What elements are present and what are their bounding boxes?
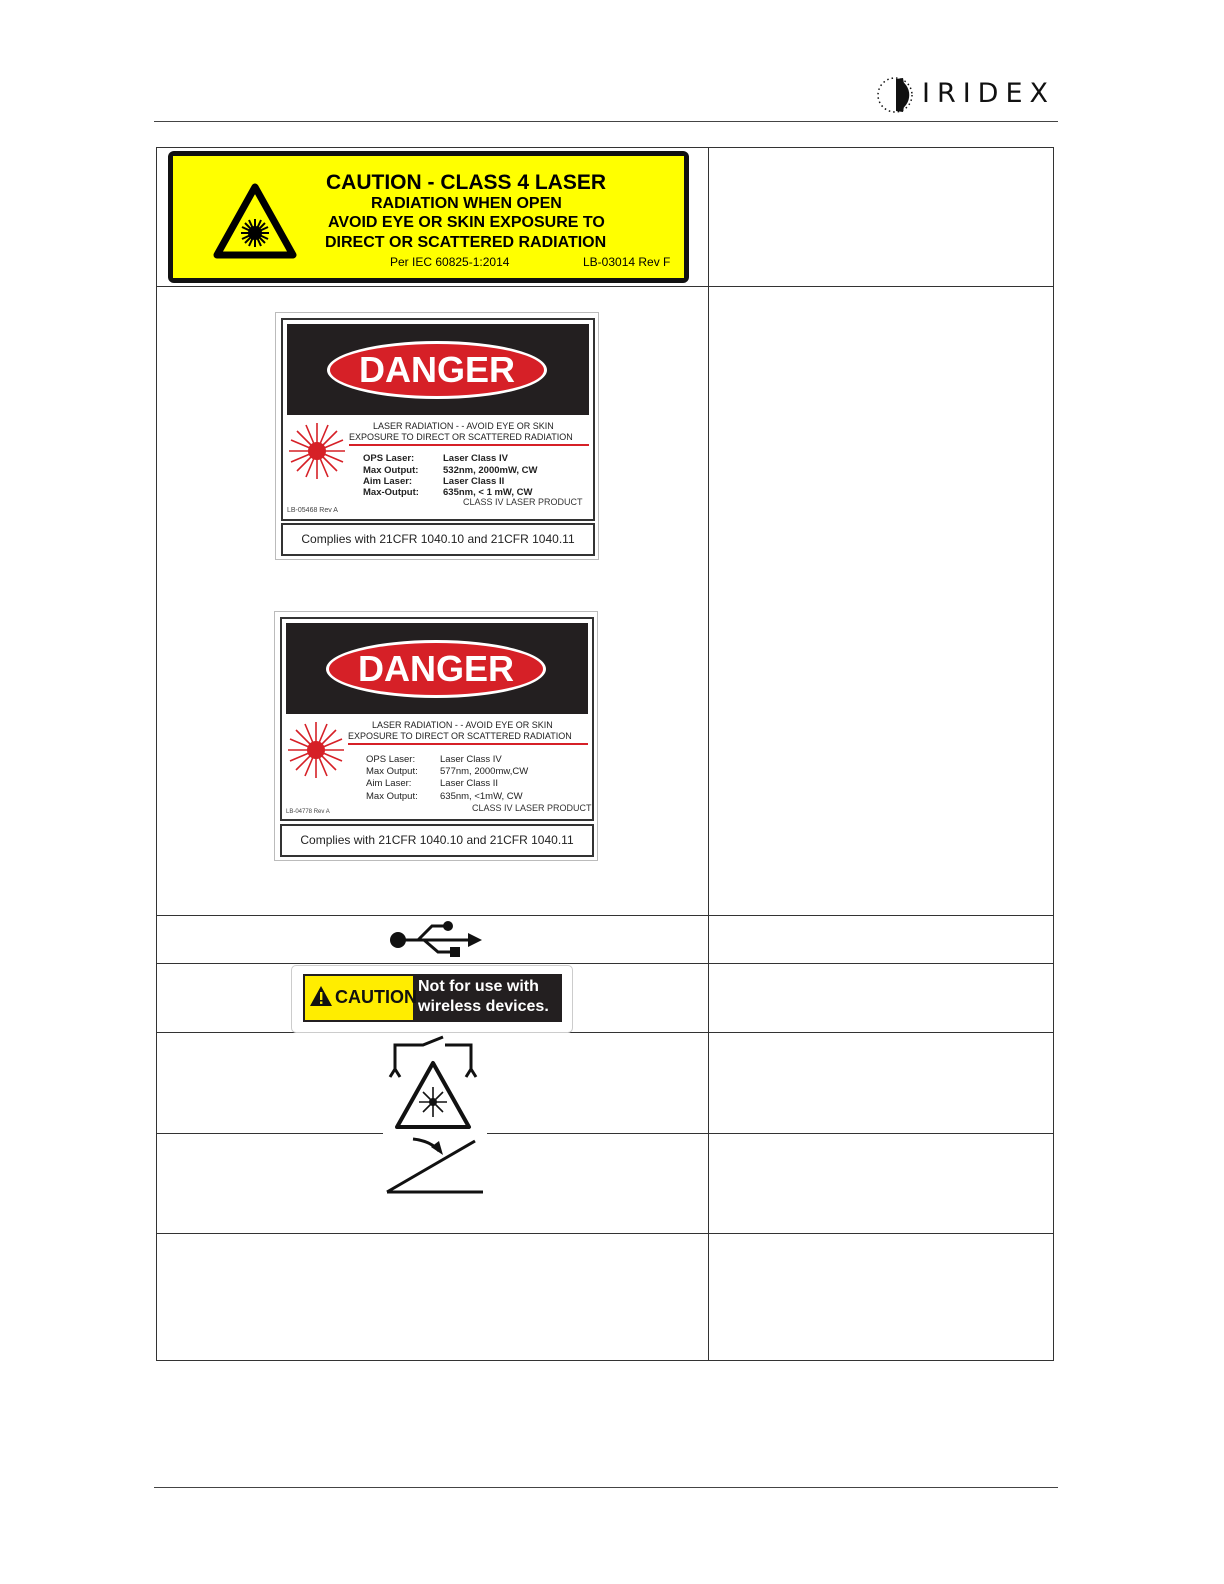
iridex-logo-icon — [876, 74, 916, 118]
spec-key: Max Output: — [366, 766, 418, 777]
caution-line: DIRECT OR SCATTERED RADIATION — [325, 234, 607, 251]
description-cell — [709, 916, 1054, 964]
laser-starburst-icon — [289, 421, 345, 485]
description-cell — [709, 1134, 1054, 1234]
product-class: CLASS IV LASER PRODUCT — [463, 497, 583, 507]
description-cell — [709, 1033, 1054, 1134]
laser-warning-icon — [213, 183, 297, 259]
description-cell — [709, 1234, 1054, 1361]
spec-key: Max Output: — [363, 465, 419, 476]
table-row — [157, 1033, 1054, 1134]
spec-value: 635nm, <1mW, CW — [440, 791, 523, 802]
label-cell — [157, 1134, 709, 1234]
warning-triangle-icon — [309, 985, 333, 1007]
table-row — [157, 964, 1054, 1033]
danger-warning: LASER RADIATION - - AVOID EYE OR SKIN — [372, 720, 553, 730]
danger-header: DANGER — [357, 648, 514, 689]
table-row — [157, 287, 1054, 916]
table-row — [157, 1234, 1054, 1361]
spec-value: 577nm, 2000mw,CW — [440, 766, 529, 777]
caution-word: CAUTION — [335, 987, 417, 1007]
spec-value: 635nm, < 1 mW, CW — [443, 487, 533, 498]
iridex-logo — [876, 74, 1056, 118]
caution-part-number: LB-03014 Rev F — [583, 255, 671, 269]
spec-key: Max-Output: — [363, 487, 419, 498]
caution-title: CAUTION - CLASS 4 LASER — [326, 171, 607, 194]
label-cell — [157, 287, 709, 916]
spec-key: OPS Laser: — [366, 754, 416, 765]
table-row — [157, 916, 1054, 964]
description-cell — [709, 964, 1054, 1033]
danger-label-577nm — [274, 611, 598, 861]
danger-warning: EXPOSURE TO DIRECT OR SCATTERED RADIATION — [349, 432, 573, 442]
spec-value: Laser Class II — [440, 778, 499, 789]
caution-line: RADIATION WHEN OPEN — [371, 195, 562, 212]
spec-key: OPS Laser: — [363, 453, 415, 464]
laser-interlock-icon — [383, 1033, 487, 1133]
description-cell — [709, 287, 1054, 916]
danger-warning: EXPOSURE TO DIRECT OR SCATTERED RADIATION — [348, 731, 572, 741]
spec-value: 532nm, 2000mW, CW — [443, 465, 538, 476]
table-row — [157, 1134, 1054, 1234]
product-class: CLASS IV LASER PRODUCT — [472, 803, 592, 813]
label-cell — [157, 148, 709, 287]
spec-key: Aim Laser: — [366, 778, 412, 789]
part-number: LB-05468 Rev A — [287, 507, 338, 514]
table-row — [157, 148, 1054, 287]
caution-standard: Per IEC 60825-1:2014 — [390, 255, 510, 269]
caution-wireless-label — [291, 965, 573, 1033]
part-number: LB-04778 Rev A — [286, 809, 330, 815]
description-cell — [709, 148, 1054, 287]
spec-value: Laser Class IV — [443, 453, 508, 464]
footer-rule — [154, 1487, 1058, 1488]
danger-warning: LASER RADIATION - - AVOID EYE OR SKIN — [373, 421, 554, 431]
label-cell — [157, 964, 709, 1033]
label-cell — [157, 1234, 709, 1361]
spec-value: Laser Class IV — [440, 754, 502, 765]
footswitch-icon — [383, 1133, 487, 1195]
laser-starburst-icon — [288, 720, 344, 784]
wireless-warning-text: wireless devices. — [418, 998, 549, 1015]
danger-label-532nm — [275, 312, 599, 560]
logo-text: IRIDEX — [922, 78, 1056, 109]
caution-class4-label — [168, 151, 689, 283]
compliance-statement: Complies with 21CFR 1040.10 and 21CFR 1040.11 — [280, 824, 594, 857]
compliance-statement: Complies with 21CFR 1040.10 and 21CFR 1040.11 — [281, 523, 595, 556]
usb-icon — [388, 919, 482, 961]
label-cell — [157, 1033, 709, 1134]
spec-key: Max Output: — [366, 791, 418, 802]
header-rule — [154, 121, 1058, 122]
spec-value: Laser Class II — [443, 476, 505, 487]
wireless-warning-text: Not for use with — [418, 978, 539, 995]
label-table — [156, 147, 1054, 1361]
label-cell — [157, 916, 709, 964]
spec-key: Aim Laser: — [363, 476, 413, 487]
danger-header: DANGER — [358, 349, 515, 390]
caution-line: AVOID EYE OR SKIN EXPOSURE TO — [328, 214, 605, 231]
